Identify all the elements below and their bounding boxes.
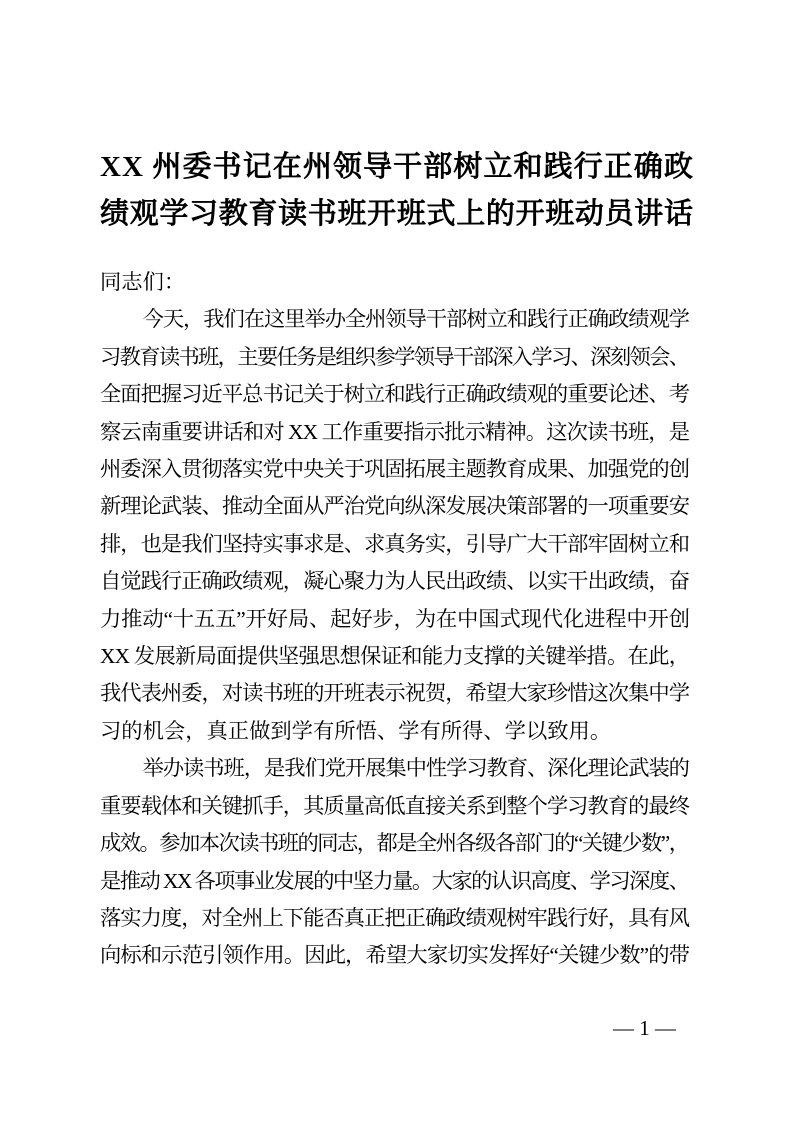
body-line [100, 601, 690, 638]
title-line-text: 绩观学习教育读书班开班式上的开班动员讲话 [100, 198, 694, 230]
title-line-text: XX 州委书记在州领导干部树立和践行正确政 [100, 151, 695, 183]
document-title [100, 144, 693, 238]
title-line [100, 144, 693, 191]
body-line-text: 是推动 XX 各项事业发展的中坚力量。大家的认识高度、学习深度、 [100, 868, 689, 893]
body-line [100, 301, 690, 338]
page-number: — 1 — [613, 1016, 676, 1040]
body-line [100, 414, 690, 451]
body-line-text: 力推动“十五五”开好局、起好步，为在中国式现代化进程中开创 [100, 606, 690, 631]
body-line [100, 339, 690, 376]
body-line [100, 563, 690, 600]
paragraphs-container [100, 301, 690, 974]
body-line-text: 重要载体和关键抓手，其质量高低直接关系到整个学习教育的最终 [100, 793, 690, 818]
body-line-text: 今天，我们在这里举办全州领导干部树立和践行正确政绩观学 [142, 307, 689, 332]
body-line-text: 新理论武装、推动全面从严治党向纵深发展决策部署的一项重要安 [100, 494, 690, 519]
document-body [100, 264, 690, 975]
body-line [100, 825, 690, 862]
body-line [100, 713, 690, 750]
body-line [100, 638, 690, 675]
body-line [100, 488, 690, 525]
body-line-text: XX 发展新局面提供坚强思想保证和能力支撑的关键举措。在此， [100, 644, 690, 669]
body-line-text: 全面把握习近平总书记关于树立和践行正确政绩观的重要论述、考 [100, 382, 690, 407]
body-line [100, 788, 690, 825]
body-line-text: 察云南重要讲话和对 XX 工作重要指示批示精神。这次读书班，是 [100, 419, 690, 444]
body-line-text: 我代表州委，对读书班的开班表示祝贺，希望大家珍惜这次集中学 [100, 681, 690, 706]
title-line [100, 191, 693, 238]
salutation-line: 同志们： [100, 270, 186, 294]
body-line [100, 376, 690, 413]
body-line-text: 习的机会，真正做到学有所悟、学有所得、学以致用。 [100, 718, 612, 743]
body-line-text: 向标和示范引领作用。因此，希望大家切实发挥好“关键少数”的带 [100, 943, 690, 968]
body-line-text: 州委深入贯彻落实党中央关于巩固拓展主题教育成果、加强党的创 [100, 457, 690, 482]
body-line [100, 937, 690, 974]
body-line [100, 863, 690, 900]
body-line-text: 习教育读书班，主要任务是组织参学领导干部深入学习、深刻领会、 [100, 344, 689, 369]
body-line-text: 举办读书班，是我们党开展集中性学习教育、深化理论武装的 [142, 756, 689, 781]
body-line-text: 成效。参加本次读书班的同志，都是全州各级各部门的“关键少数”， [100, 831, 689, 856]
body-line [100, 675, 690, 712]
body-line-text: 自觉践行正确政绩观，凝心聚力为人民出政绩、以实干出政绩，奋 [100, 569, 690, 594]
body-line-text: 落实力度，对全州上下能否真正把正确政绩观树牢践行好，具有风 [100, 905, 690, 930]
body-line [100, 526, 690, 563]
body-line [100, 900, 690, 937]
body-line [100, 451, 690, 488]
body-line-text: 排，也是我们坚持实事求是、求真务实，引导广大干部牢固树立和 [100, 531, 690, 556]
body-line [100, 750, 690, 787]
